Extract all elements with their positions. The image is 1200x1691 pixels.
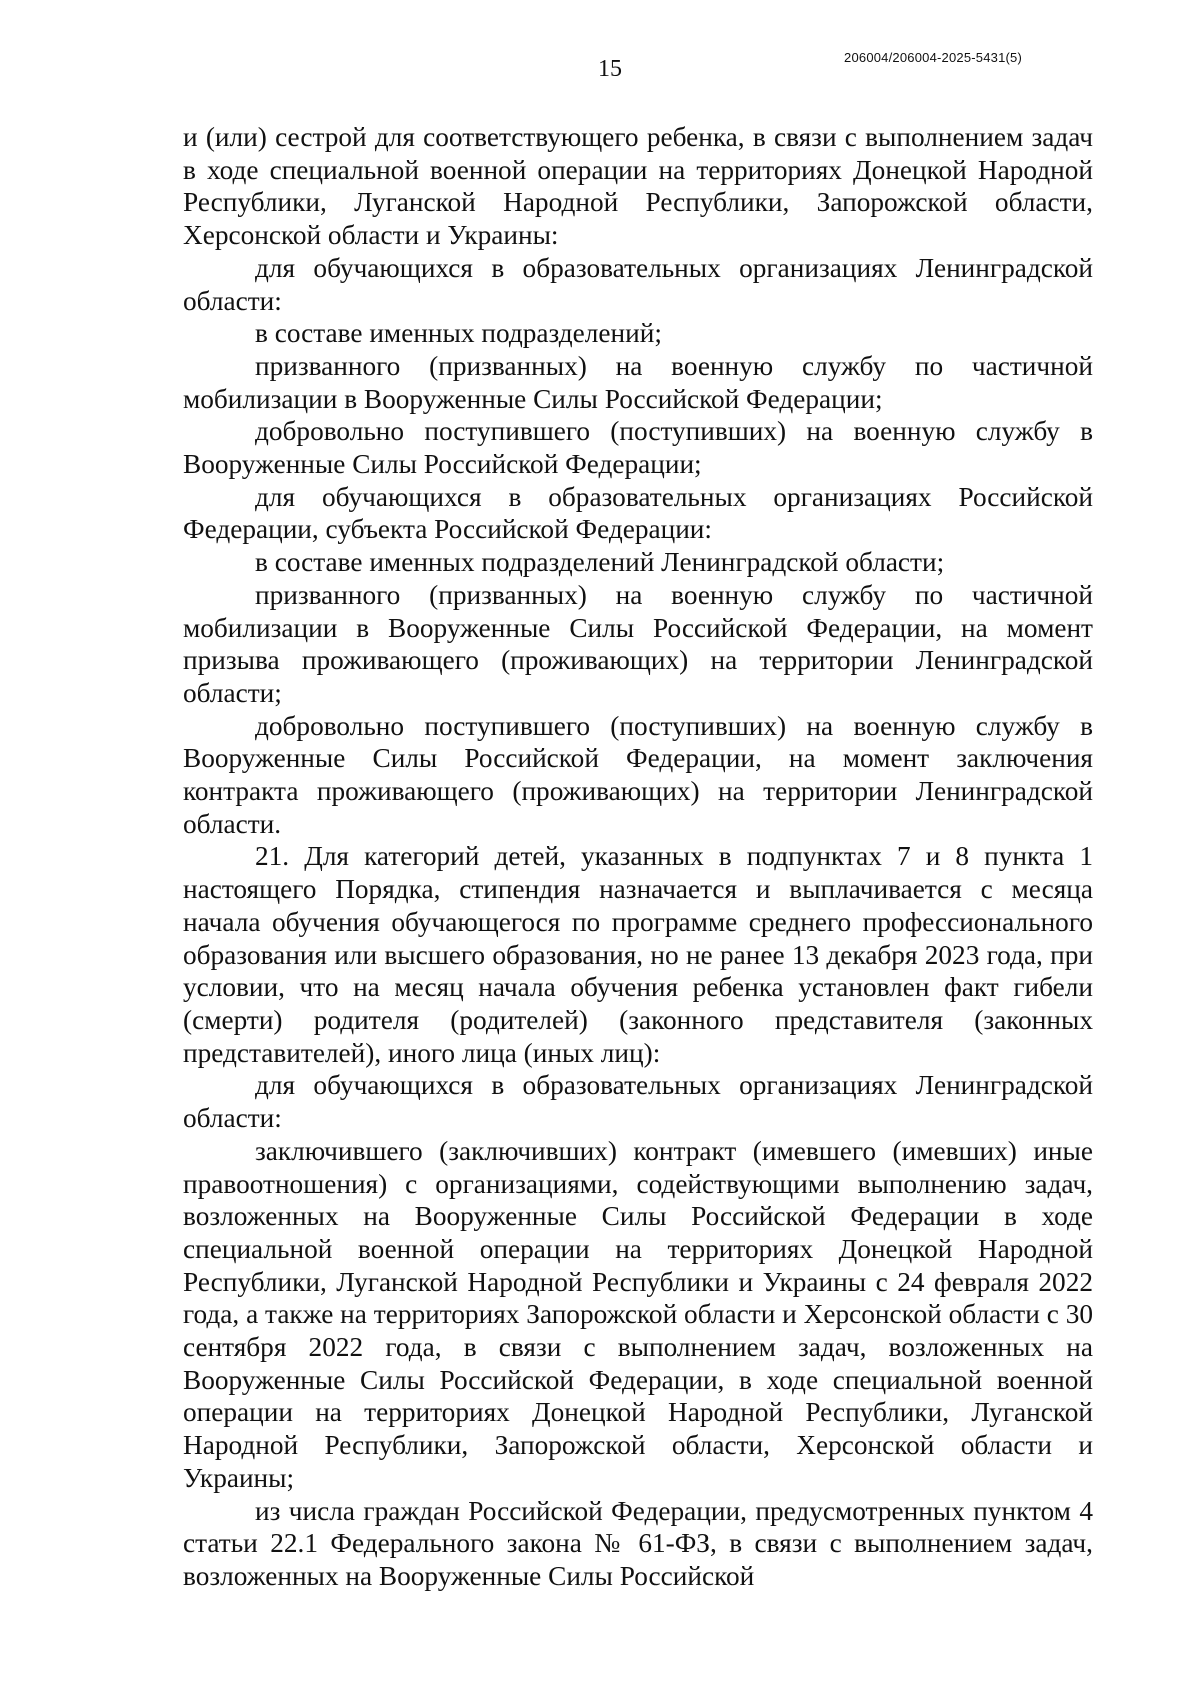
paragraph: в составе именных подразделений; xyxy=(255,318,662,349)
document-body xyxy=(183,121,1093,1593)
paragraph: и (или) сестрой для соответствующего ребенка, в связи с выполнением задач в ходе специальной военной операции на территориях Донецкой Народной Республики, Луганской Народной Республики, Запорожской области, Херсонской области и Украины: xyxy=(183,122,1093,251)
paragraph: для обучающихся в образовательных организациях Ленинградской области: xyxy=(183,1070,1093,1134)
paragraph: призванного (призванных) на военную службу по частичной мобилизации в Вооруженные Силы Российской Федерации, на момент призыва проживающего (проживающих) на территории Ленинградской области; xyxy=(183,579,1093,708)
paragraph: добровольно поступившего (поступивших) на военную службу в Вооруженные Силы Российской Федерации, на момент заключения контракта проживающего (проживающих) на территории Ленинградской области. xyxy=(183,710,1093,839)
paragraph: в составе именных подразделений Ленинградской области; xyxy=(255,547,945,578)
paragraph: для обучающихся в образовательных организациях Ленинградской области: xyxy=(183,252,1093,316)
paragraph: 21. Для категорий детей, указанных в подпунктах 7 и 8 пункта 1 настоящего Порядка, стипендия назначается и выплачивается с месяца начала обучения обучающегося по программе среднего профессионального образования или высшего образования, но не ранее 13 декабря 2023 года, при условии, что на месяц начала обучения ребенка установлен факт гибели (смерти) родителя (родителей) (законного представителя (законных представителей), иного лица (иных лиц): xyxy=(183,841,1093,1068)
document-code: 206004/206004-2025-5431(5) xyxy=(844,50,1022,65)
paragraph: добровольно поступившего (поступивших) на военную службу в Вооруженные Силы Российской Федерации; xyxy=(183,416,1093,480)
paragraph: заключившего (заключивших) контракт (имевшего (имевших) иные правоотношения) с организациями, содействующими выполнению задач, возложенных на Вооруженные Силы Российской Федерации в ходе специальной военной операции на территориях Донецкой Народной Республики, Луганской Народной Республики и Украины с 24 февраля 2022 года, а также на территориях Запорожской области и Херсонской области с 30 сентября 2022 года, в связи с выполнением задач, возложенных на Вооруженные Силы Российской Федерации, в ходе специальной военной операции на территориях Донецкой Народной Республики, Луганской Народной Республики, Запорожской области, Херсонской области и Украины; xyxy=(183,1135,1093,1493)
paragraph: из числа граждан Российской Федерации, предусмотренных пунктом 4 статьи 22.1 Федерального закона № 61-ФЗ, в связи с выполнением задач, возложенных на Вооруженные Силы Российской xyxy=(183,1495,1093,1591)
paragraph: для обучающихся в образовательных организациях Российской Федерации, субъекта Российской Федерации: xyxy=(183,481,1093,545)
paragraph: призванного (призванных) на военную службу по частичной мобилизации в Вооруженные Силы Российской Федерации; xyxy=(183,350,1093,414)
page-number: 15 xyxy=(598,56,622,82)
